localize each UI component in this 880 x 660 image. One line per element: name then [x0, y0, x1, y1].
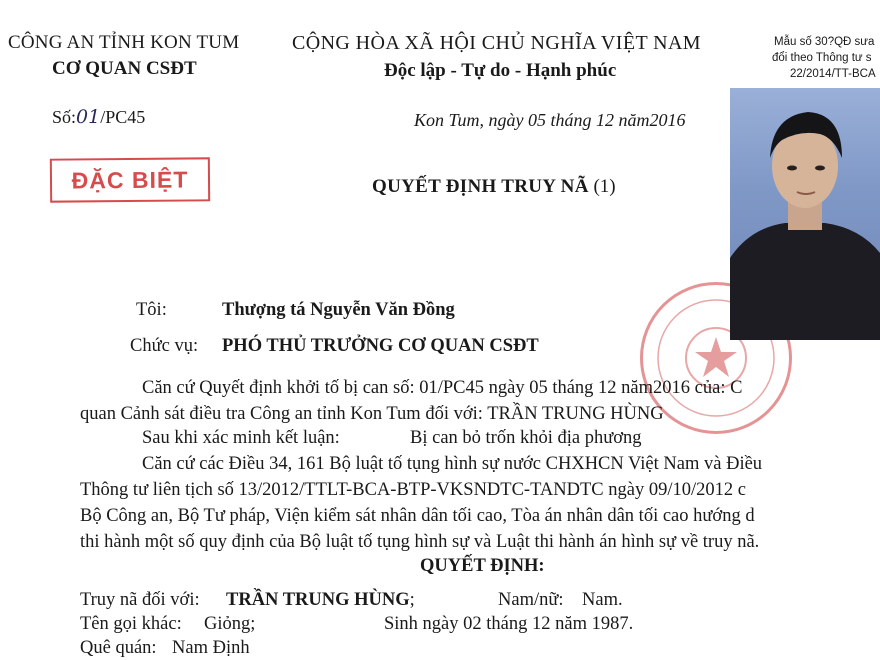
- para2-label: Sau khi xác minh kết luận:: [142, 428, 340, 448]
- officer-label: Tôi:: [136, 300, 167, 320]
- issuing-org-line1: CÔNG AN TỈNH KON TUM: [8, 32, 240, 53]
- para2-value: Bị can bỏ trốn khỏi địa phương: [410, 428, 642, 448]
- person-portrait-icon: [730, 88, 880, 340]
- nation-title: CỘNG HÒA XÃ HỘI CHỦ NGHĨA VIỆT NAM: [292, 32, 701, 54]
- number-suffix: /PC45: [100, 107, 146, 127]
- target-name: [226, 590, 415, 611]
- form-note-line3: 22/2014/TT-BCA: [790, 68, 876, 80]
- issuing-org-line2: CƠ QUAN CSĐT: [52, 58, 197, 79]
- place-date: Kon Tum, ngày 05 tháng 12 năm2016: [414, 110, 686, 130]
- title-text: QUYẾT ĐỊNH TRUY NÃ: [372, 176, 589, 197]
- position-value: PHÓ THỦ TRƯỞNG CƠ QUAN CSĐT: [222, 336, 539, 356]
- decision-heading: QUYẾT ĐỊNH:: [420, 556, 545, 576]
- hometown-value: Nam Định: [172, 638, 250, 658]
- position-label: Chức vụ:: [130, 336, 199, 356]
- target-label: Truy nã đối với:: [80, 590, 200, 610]
- officer-name: Thượng tá Nguyễn Văn Đồng: [222, 300, 455, 320]
- target-sep: ;: [409, 590, 415, 610]
- alias-value: Giỏng;: [204, 614, 256, 634]
- para3-line4: thi hành một số quy định của Bộ luật tố tụng hình sự và Luật thi hành án hình sự về truy nã.: [80, 532, 760, 552]
- para3-line3: Bộ Công an, Bộ Tư pháp, Viện kiểm sát nhân dân tối cao, Tòa án nhân dân tối cao hướng d: [80, 506, 755, 526]
- form-note-line2: đổi theo Thông tư s: [772, 52, 872, 64]
- hometown-label: Quê quán:: [80, 638, 157, 658]
- gender-value: Nam.: [582, 590, 623, 610]
- document-title: [372, 176, 616, 198]
- document-number: [52, 106, 145, 128]
- gender-label: Nam/nữ:: [498, 590, 564, 610]
- target-name-text: TRẦN TRUNG HÙNG: [226, 590, 410, 610]
- alias-label: Tên gọi khác:: [80, 614, 182, 634]
- number-label: Số:: [52, 107, 77, 127]
- special-stamp: ĐẶC BIỆT: [50, 157, 210, 202]
- para3-line2: Thông tư liên tịch số 13/2012/TTLT-BCA-BTP-VKSNDTC-TANDTC ngày 09/10/2012 c: [80, 480, 746, 500]
- para1-line1: Căn cứ Quyết định khởi tố bị can số: 01/PC45 ngày 05 tháng 12 năm2016 của: C: [142, 378, 743, 398]
- date-of-birth: Sinh ngày 02 tháng 12 năm 1987.: [384, 614, 634, 634]
- number-handwritten: 01: [76, 106, 101, 128]
- suspect-photo: [730, 88, 880, 340]
- nation-motto: Độc lập - Tự do - Hạnh phúc: [384, 60, 617, 81]
- para1-line2: quan Cảnh sát điều tra Công an tỉnh Kon Tum đối với: TRẦN TRUNG HÙNG: [80, 404, 664, 424]
- form-note-line1: Mẫu số 30?QĐ sưa: [774, 36, 875, 48]
- para3-line1: Căn cứ các Điều 34, 161 Bộ luật tố tụng hình sự nước CHXHCN Việt Nam và Điều: [142, 454, 763, 474]
- title-suffix: (1): [593, 176, 616, 197]
